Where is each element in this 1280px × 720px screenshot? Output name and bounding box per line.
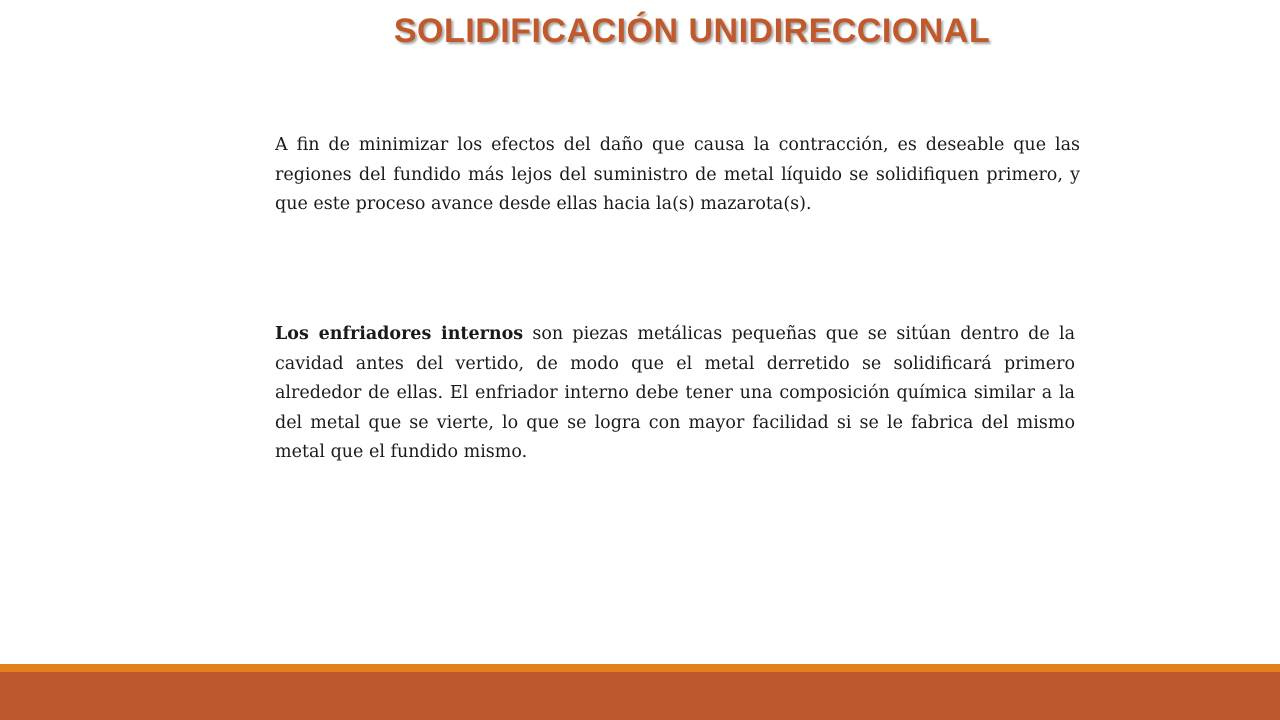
slide-title: SOLIDIFICACIÓN UNIDIRECCIONAL [393,12,991,50]
paragraph-contraction: A fin de minimizar los efectos del daño que causa la contracción, es deseable que las regiones del fundido más lejos del suministro de metal líquido se solidifiquen primero, y que este proceso avance desde ellas hacia la(s) mazarota(s). [275,135,1080,214]
footer-accent-bar-thick [0,672,1280,720]
paragraph-internal-chills [275,320,1075,468]
paragraph-body-text: son piezas metálicas pequeñas que se sitúan dentro de la cavidad antes del vertido, de modo que el metal derretido se solidificará primero alrededor de ellas. El enfriador interno debe tener una composición química similar a la del metal que se vierte, lo que se logra con mayor facilidad si se le fabrica del mismo metal que el fundido mismo. [275,324,1075,462]
footer-accent-bar-thin [0,664,1280,672]
bold-lead-term: Los enfriadores internos [275,324,524,344]
